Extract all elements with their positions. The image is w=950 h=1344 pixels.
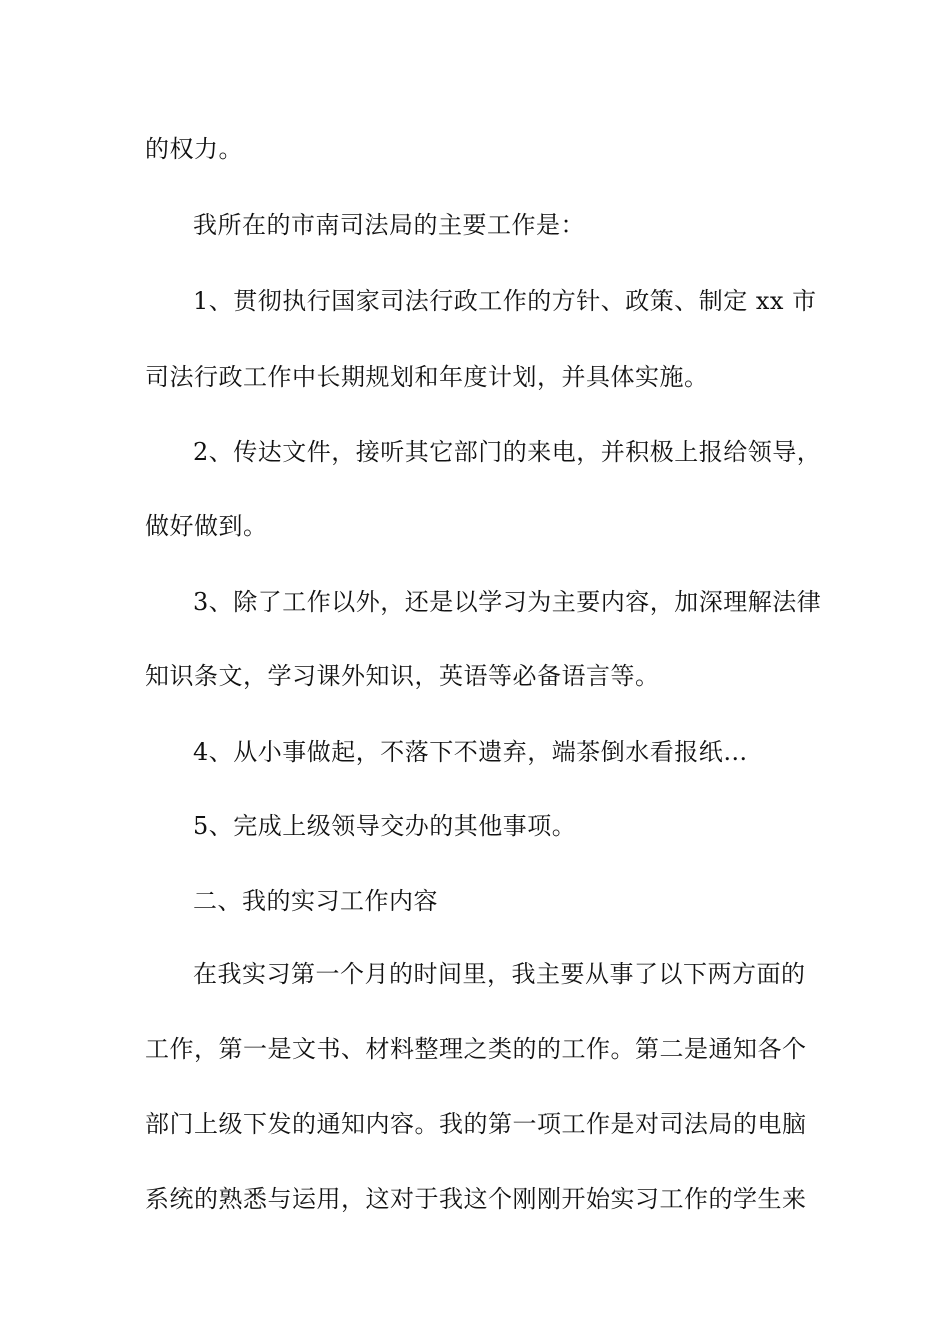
text-line: 4、从小事做起，不落下不遗弃，端茶倒水看报纸… [193,738,748,766]
text-line: 在我实习第一个月的时间里，我主要从事了以下两方面的 [193,960,806,988]
section-heading: 二、我的实习工作内容 [193,887,438,915]
text-line: 3、除了工作以外，还是以学习为主要内容，加深理解法律 [193,588,822,616]
text-line: 2、传达文件，接听其它部门的来电，并积极上报给领导， [193,438,822,466]
text-line: 司法行政工作中长期规划和年度计划，并具体实施。 [145,363,709,391]
text-line: 1、贯彻执行国家司法行政工作的方针、政策、制定 xx 市 [193,287,817,315]
text-line: 部门上级下发的通知内容。我的第一项工作是对司法局的电脑 [145,1110,807,1138]
text-line: 知识条文，学习课外知识，英语等必备语言等。 [145,662,660,690]
text-line: 我所在的市南司法局的主要工作是： [193,211,585,239]
text-line: 工作，第一是文书、材料整理之类的的工作。第二是通知各个 [145,1035,807,1063]
text-line: 做好做到。 [145,512,268,540]
text-line: 的权力。 [145,135,243,163]
text-line: 系统的熟悉与运用，这对于我这个刚刚开始实习工作的学生来 [145,1185,807,1213]
text-line: 5、完成上级领导交办的其他事项。 [193,812,577,840]
